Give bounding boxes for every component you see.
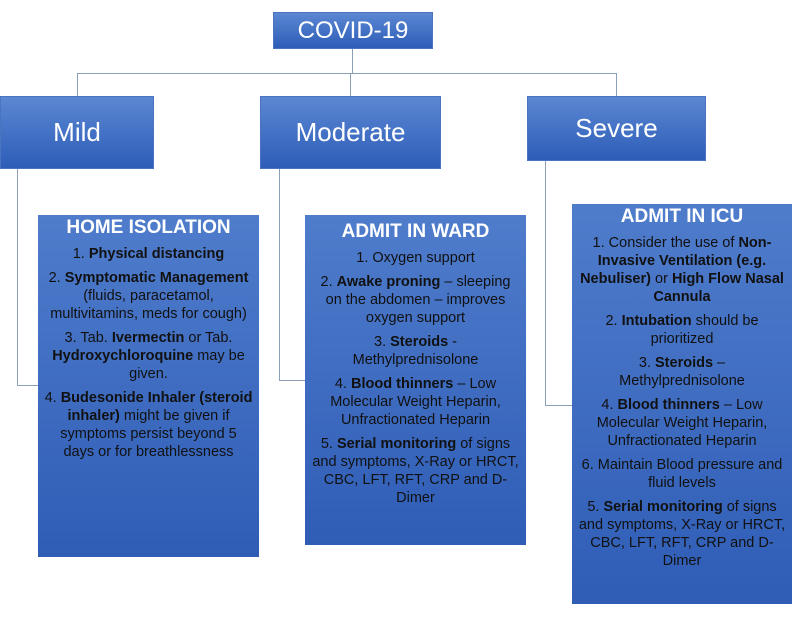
connector: [545, 405, 572, 406]
panel-moderate: [305, 215, 526, 545]
item-text: Intubation: [621, 313, 692, 329]
item-text: (fluids, paracetamol, multivitamins, meds for cough): [50, 288, 247, 322]
connector: [352, 49, 353, 73]
item-text: 6. Maintain Blood pressure and fluid levels: [581, 457, 783, 491]
item-text: Ivermectin: [111, 330, 185, 346]
connector: [279, 380, 305, 381]
list-item: [311, 333, 520, 369]
item-text: - Methylprednisolone: [352, 334, 479, 368]
item-text: Hydroxychloroquine: [52, 348, 194, 364]
item-text: 2.: [605, 313, 622, 329]
item-text: 3. Tab.: [64, 330, 112, 346]
item-text: 4.: [44, 390, 61, 406]
panel-title: ADMIT IN ICU: [620, 206, 744, 227]
list-item: [311, 249, 520, 267]
item-text: might be given if symptoms persist beyond 5 days or for breathlessness: [60, 408, 237, 460]
list-item: [578, 234, 786, 306]
item-text: 5.: [587, 499, 604, 515]
item-text: of signs and symptoms, X-Ray or HRCT, CBC, LFT, RFT, CRP and D-Dimer: [578, 499, 786, 569]
item-text: Non-Invasive Ventilation (e.g. Nebuliser): [580, 235, 772, 287]
item-text: 4.: [601, 397, 618, 413]
connector: [17, 385, 38, 386]
item-text: 2.: [320, 274, 337, 290]
list-item: [578, 312, 786, 348]
item-text: Blood thinners: [351, 376, 454, 392]
connector: [77, 73, 617, 74]
root-node: COVID-19: [273, 12, 433, 49]
item-text: 1. Consider the use of: [592, 235, 739, 251]
list-item: [311, 273, 520, 327]
list-item: [578, 498, 786, 570]
item-text: – Low Molecular Weight Heparin, Unfractionated Heparin: [596, 397, 768, 449]
item-text: may be given.: [129, 348, 245, 382]
item-text: Steroids: [655, 355, 714, 371]
panel-title: HOME ISOLATION: [66, 217, 231, 238]
connector: [545, 161, 546, 405]
panel-title: ADMIT IN WARD: [341, 221, 490, 242]
connector: [279, 169, 280, 380]
item-text: Physical distancing: [88, 246, 225, 262]
item-text: – Methylprednisolone: [619, 355, 745, 389]
connector: [350, 73, 351, 96]
item-text: Awake proning: [336, 274, 441, 290]
item-text: 2.: [48, 270, 65, 286]
item-text: or: [650, 271, 672, 287]
item-text: 1. Oxygen support: [356, 250, 475, 266]
list-item: [578, 456, 786, 492]
item-text: should be prioritized: [650, 313, 759, 347]
item-text: of signs and symptoms, X-Ray or HRCT, CBC, LFT, RFT, CRP and D-Dimer: [312, 436, 519, 506]
list-item: [44, 329, 253, 383]
connector: [616, 73, 617, 96]
connector: [77, 73, 78, 96]
item-text: – Low Molecular Weight Heparin, Unfractionated Heparin: [330, 376, 501, 428]
list-item: [578, 354, 786, 390]
list-item: [44, 245, 253, 263]
panel-mild: [38, 215, 259, 557]
item-text: Blood thinners: [617, 397, 720, 413]
item-text: or Tab.: [184, 330, 233, 346]
panel-severe: [572, 204, 792, 604]
item-text: Symptomatic Management: [64, 270, 249, 286]
category-moderate: Moderate: [260, 96, 441, 169]
list-item: [44, 269, 253, 323]
item-text: 5.: [320, 436, 337, 452]
item-text: Budesonide Inhaler (steroid inhaler): [60, 390, 253, 424]
list-item: [311, 375, 520, 429]
item-text: 4.: [334, 376, 352, 392]
item-text: Serial monitoring: [336, 436, 457, 452]
item-text: High Flow Nasal Cannula: [653, 271, 784, 305]
item-text: 3.: [638, 355, 655, 371]
item-text: 1.: [72, 246, 89, 262]
item-text: Serial monitoring: [603, 499, 723, 515]
list-item: [578, 396, 786, 450]
category-mild: Mild: [0, 96, 154, 169]
connector: [17, 169, 18, 385]
item-text: Steroids: [390, 334, 449, 350]
item-text: 3.: [374, 334, 391, 350]
item-text: – sleeping on the abdomen – improves oxygen support: [325, 274, 511, 326]
list-item: [311, 435, 520, 507]
category-severe: Severe: [527, 96, 706, 161]
list-item: [44, 389, 253, 461]
